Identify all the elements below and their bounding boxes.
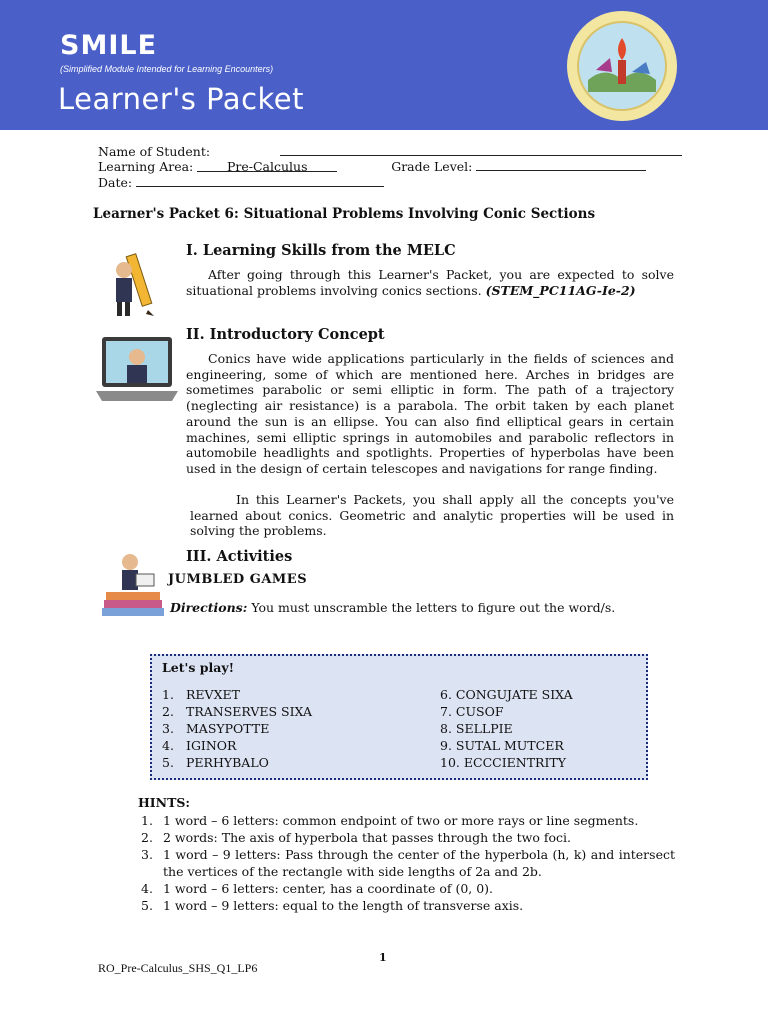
list-item: 2. 2 words: The axis of hyperbola that passes through the two foci.: [141, 830, 571, 845]
list-item: 1. 1 word – 6 letters: common endpoint of two or more rays or line segments.: [141, 813, 639, 828]
student-name-blank: [280, 143, 682, 156]
directions-text: You must unscramble the letters to figure out the word/s.: [247, 600, 616, 615]
list-item: 3. MASYPOTTE: [162, 721, 270, 736]
page-number: 1: [379, 951, 387, 964]
pencil-teacher-icon: [108, 252, 160, 322]
brand-logo: SMILE: [60, 30, 158, 61]
student-name-line: [98, 143, 682, 159]
list-item: 10. ECCCIENTRITY: [440, 755, 566, 770]
section-1-body: After going through this Learner's Packet, you are expected to solve situational problems involving conics sections.: [186, 267, 674, 298]
list-item: 9. SUTAL MUTCER: [440, 738, 564, 753]
section-2-paragraph-2: In this Learner's Packets, you shall apply all the concepts you've learned about conics. Geometric and analytic properties will be used in solving the problems.: [190, 492, 674, 539]
list-item: 7. CUSOF: [440, 704, 504, 719]
header-banner: [0, 0, 768, 130]
date-label: Date:: [98, 175, 133, 190]
student-name-label: Name of Student:: [98, 144, 211, 159]
lets-play-title: Let's play!: [162, 660, 235, 675]
list-item: 5. 1 word – 9 letters: equal to the length of transverse axis.: [141, 898, 524, 913]
section-3-heading: III. Activities: [186, 548, 293, 565]
packet-title: Learner's Packet: [58, 82, 304, 116]
grade-level-label: Grade Level:: [391, 159, 473, 174]
learning-area-label: Learning Area:: [98, 159, 194, 174]
laptop-teacher-icon: [94, 335, 180, 409]
reading-teacher-icon: [100, 552, 166, 626]
learning-area-line: [98, 158, 646, 174]
list-item: 4. 1 word – 6 letters: center, has a coordinate of (0, 0).: [141, 881, 494, 896]
section-1-text: [186, 267, 674, 298]
lets-play-box: [150, 654, 648, 780]
directions-label: Directions:: [170, 600, 248, 615]
list-item: 5. PERHYBALO: [162, 755, 269, 770]
section-1-heading: I. Learning Skills from the MELC: [186, 242, 456, 259]
list-item: 1. REVXET: [162, 687, 240, 702]
grade-level-blank: [476, 158, 646, 171]
footer-code: RO_Pre-Calculus_SHS_Q1_LP6: [98, 961, 258, 975]
list-item: 4. IGINOR: [162, 738, 237, 753]
jumbled-words-right: [440, 686, 573, 771]
learning-area-value: Pre-Calculus: [197, 159, 337, 172]
melc-code: (STEM_PC11AG-Ie-2): [485, 282, 636, 298]
list-item: 6. CONGUJATE SIXA: [440, 687, 573, 702]
lesson-title: Learner's Packet 6: Situational Problems Involving Conic Sections: [93, 206, 596, 222]
hints-title: HINTS:: [138, 795, 191, 810]
date-blank: [136, 174, 384, 187]
directions: [170, 600, 615, 615]
jumbled-games-heading: JUMBLED GAMES: [168, 572, 308, 587]
hints-list: [141, 812, 675, 914]
jumbled-words-left: [162, 686, 312, 771]
deped-seal-icon: [566, 10, 678, 122]
list-item: 2. TRANSERVES SIXA: [162, 704, 313, 719]
date-line: [98, 174, 384, 190]
section-2-paragraph-1: Conics have wide applications particularly in the fields of sciences and engineering, some of which are mentioned here. Arches in bridges are sometimes parabolic or semi elliptic in form. The path of a trajectory (neglecting air resistance) is a parabola. The orbit taken by each planet around the sun is an ellipse. You can also find elliptical gears in certain machines, semi elliptic springs in automobiles and parabolic reflectors in automobile headlights and spotlights. Properties of hyperbolas have been used in the design of certain telescopes and navigations for range finding.: [186, 351, 674, 476]
brand-subtitle: (Simplified Module Intended for Learning Encounters): [60, 64, 274, 74]
section-2-heading: II. Introductory Concept: [186, 326, 385, 343]
list-item: 8. SELLPIE: [440, 721, 513, 736]
list-item: 3. 1 word – 9 letters: Pass through the center of the hyperbola (h, k) and intersect the vertices of the rectangle with side lengths of 2a and 2b.: [141, 847, 675, 879]
